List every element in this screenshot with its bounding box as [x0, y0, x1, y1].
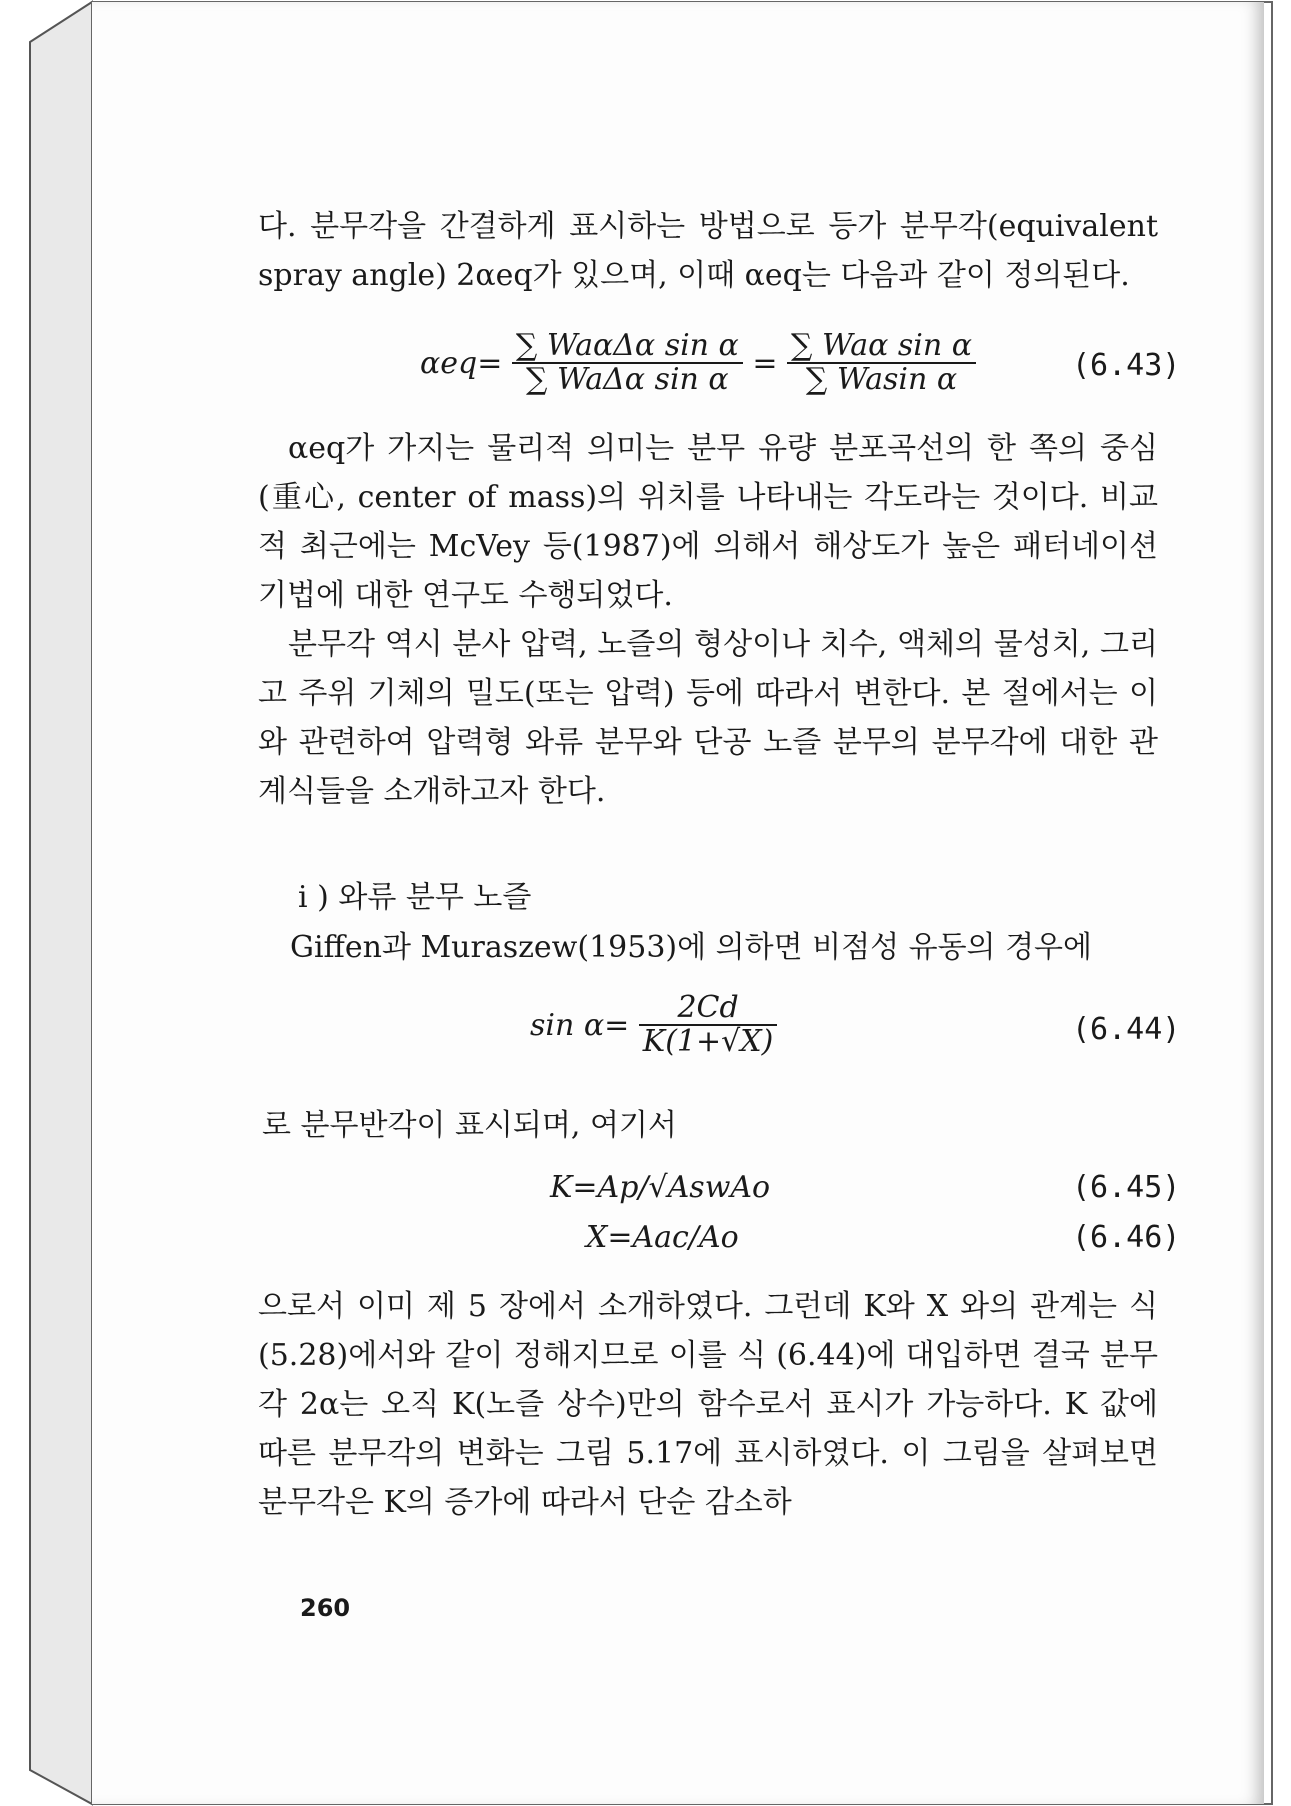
paragraph-3: 분무각 역시 분사 압력, 노즐의 형상이나 치수, 액체의 물성치, 그리고 주위 기체의 밀도(또는 압력) 등에 따라서 변한다. 본 절에서는 이와 관련하여 압력형 와류 분무와 단공 노즐 분무의 분무각에 대한 관계식들을 소개하고자 한다.: [258, 627, 1158, 809]
paragraph-2: αeq가 가지는 물리적 의미는 분무 유량 분포곡선의 한 쪽의 중심(重心, center of mass)의 위치를 나타내는 각도라는 것이다. 비교적 최근에는 McVey 등(1987)에 의해서 해상도가 높은 패터네이션 기법에 대한 연구도 수행되었다.: [258, 431, 1158, 613]
eq643-mid: =: [752, 345, 778, 381]
eq643-lhs: αeq=: [420, 345, 503, 381]
page-number: 260: [300, 1594, 351, 1622]
eq645-text: K=Ap/√AswAo: [550, 1170, 771, 1205]
eq644-den: K(1+√X): [642, 1024, 774, 1059]
eq646-text: X=Aac/Ao: [586, 1220, 739, 1255]
eq644-number: (6.44): [1072, 1012, 1181, 1047]
eq643-num1: ∑ WaαΔα sin α: [512, 330, 743, 364]
eq646-number: (6.46): [1072, 1220, 1181, 1255]
eq643-number: (6.43): [1072, 348, 1181, 383]
paragraph-5: 로 분무반각이 표시되며, 여기서: [262, 1108, 677, 1143]
eq643-num2: ∑ Waα sin α: [787, 330, 976, 364]
paragraph-1: 다. 분무각을 간결하게 표시하는 방법으로 등가 분무각(equivalent spray angle) 2αeq가 있으며, 이때 αeq는 다음과 같이 정의된다.: [258, 209, 1158, 293]
eq644-lhs: sin α=: [530, 1007, 630, 1043]
eq644-num: 2Cd: [639, 992, 778, 1026]
paragraph-6: 으로서 이미 제 5 장에서 소개하였다. 그런데 K와 X 와의 관계는 식 (5.28)에서와 같이 정해지므로 이를 식 (6.44)에 대입하면 결국 분무각 2α는 오직 K(노즐 상수)만의 함수로서 표시가 가능하다. K 값에 따른 분무각의 변화는 그림 5.17에 표시하였다. 이 그림을 살펴보면 분무각은 K의 증가에 따라서 단순 감소하: [258, 1289, 1158, 1520]
paragraph-4: Giffen과 Muraszew(1953)에 의하면 비점성 유동의 경우에: [290, 930, 1093, 965]
eq645-number: (6.45): [1072, 1170, 1181, 1205]
section-heading: i ) 와류 분무 노즐: [298, 880, 532, 915]
eq643-den1: ∑ WaΔα sin α: [526, 362, 729, 397]
eq643-den2: ∑ Wasin α: [805, 362, 958, 397]
